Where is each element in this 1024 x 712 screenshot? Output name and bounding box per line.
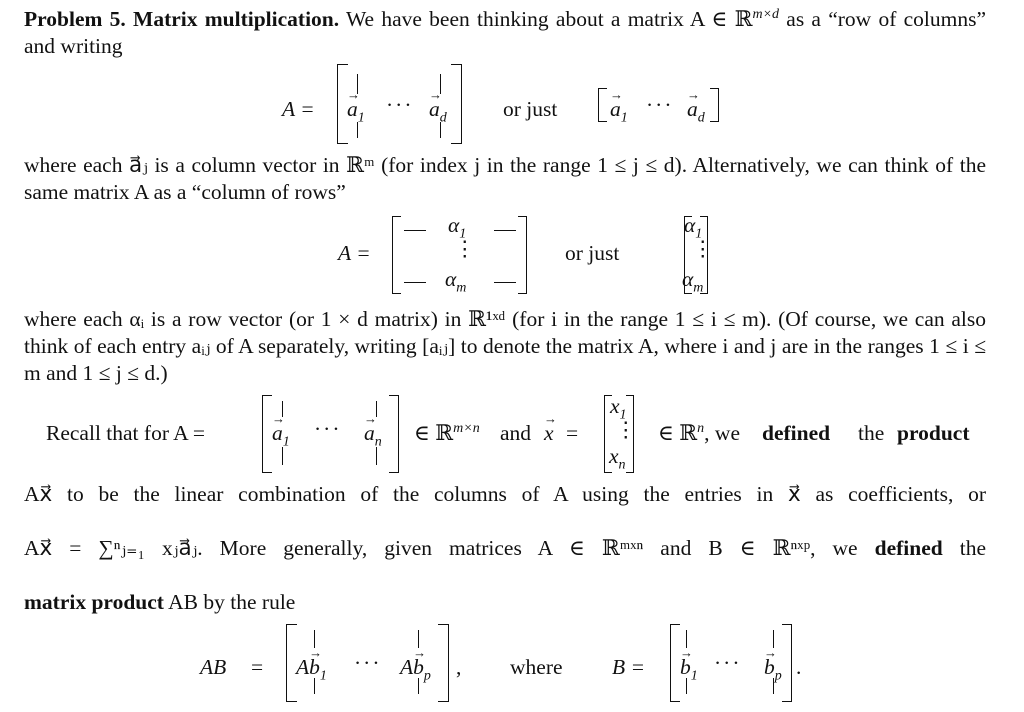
paragraph-product-def-2: Ax⃗ = ∑ⁿⱼ₌₁ xⱼa⃗ⱼ. More generally, given matrices A ∈ ℝᵐˣⁿ and B ∈ ℝⁿˣᵖ, we defined the [24,536,987,560]
paragraph-product-def-3: matrix product AB by the rule [24,590,296,614]
paragraph-column-vectors: where each a⃗ⱼ is a column vector in ℝᵐ (for index j in the range 1 ≤ j ≤ d). Alternatively, we can think of the same matrix A as a “column of rows” [24,153,986,204]
intro-text: We have been thinking about a matrix A ∈ ℝ [345,7,753,31]
problem-page [24,6,986,712]
paragraph-product-def-1: Ax⃗ to be the linear combination of the columns of A using the entries in x⃗ as coefficients, or [24,482,986,506]
equation-column-of-rows: A = $\alpha_1$ ⋮ $\alpha_m$ or just $\alpha_1$ ⋮ $\alpha_m$ [338,213,714,296]
eq1-right-bracket [451,64,462,144]
recall-definition: Recall that for A = → $a_1$ ··· → $a_n$ ∈ ℝ$^{m\times n}$ and → x = $x_1$ ⋮ $x_n$ ∈ ℝ$^n$, we defined the product [24,387,986,481]
eq1-lhs: A = [282,97,315,121]
equation-matrix-product: AB = $A\to b_1$ ··· $A\to b_p$ , where B = → $b_1$ ··· → $b_p$ . [24,616,986,712]
problem-heading: Problem 5. Matrix multiplication. We have been thinking about a matrix A ∈ ℝ$^{m\times d}$ as a “row of columns” and writing [24,6,986,58]
paragraph-row-vectors: where each αᵢ is a row vector (or 1 × d matrix) in ℝ¹ˣᵈ (for i in the range 1 ≤ i ≤ m). (Of course, we can also think of each entry aᵢⱼ of A separately, writing [aᵢⱼ] to denote the matrix A, where i and j are in the ranges 1 ≤ i ≤ m and 1 ≤ j ≤ d.) [24,307,986,385]
eq1-col-ad: → $a_d$ [429,96,447,123]
problem-title: Problem 5. Matrix multiplication. [24,7,340,31]
equation-row-of-columns: A = → $a_1$ ··· → $a_d$ or just → $a_1$ ··· → $a_d$ [24,60,986,148]
eq1-or-just: or just [503,97,558,121]
eq1-col-a1: → $a_1$ [347,96,365,123]
